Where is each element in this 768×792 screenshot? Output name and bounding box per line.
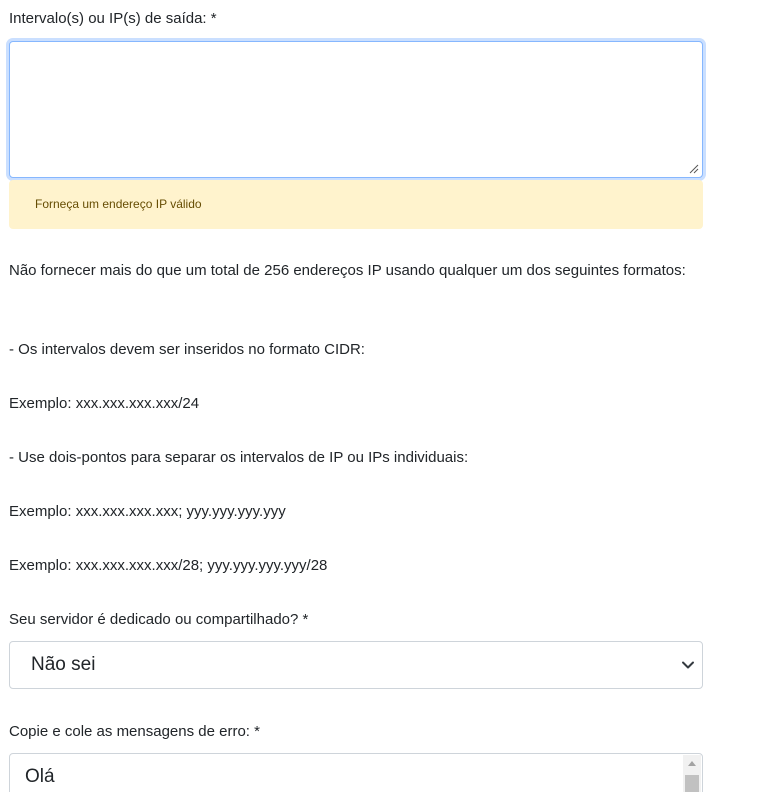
help-cidr-rule: - Os intervalos devem ser inseridos no formato CIDR: xyxy=(9,341,365,358)
server-type-label: Seu servidor é dedicado ou compartilhado? * xyxy=(9,611,309,628)
ip-ranges-label: Intervalo(s) ou IP(s) de saída: * xyxy=(9,10,217,27)
help-example-list: Exemplo: xxx.xxx.xxx.xxx; yyy.yyy.yyy.yyy xyxy=(9,503,286,520)
scroll-up-arrow-icon[interactable] xyxy=(688,761,696,766)
ip-validation-warning: Forneça um endereço IP válido xyxy=(9,180,703,229)
help-example-cidr: Exemplo: xxx.xxx.xxx.xxx/24 xyxy=(9,395,200,412)
server-type-select[interactable] xyxy=(9,641,703,689)
ip-ranges-textarea-container[interactable] xyxy=(9,41,703,178)
vertical-scrollbar[interactable] xyxy=(683,755,701,792)
ip-ranges-textarea[interactable] xyxy=(10,42,702,177)
error-messages-value: Olá xyxy=(25,766,55,787)
help-example-cidr-list: Exemplo: xxx.xxx.xxx.xxx/28; yyy.yyy.yyy.yyy/28 xyxy=(9,557,328,574)
server-type-selected-value: Não sei xyxy=(31,654,96,675)
error-messages-textarea[interactable] xyxy=(9,753,703,792)
chevron-down-icon xyxy=(681,658,695,672)
scrollbar-thumb[interactable] xyxy=(685,775,699,792)
error-messages-label: Copie e cole as mensagens de erro: * xyxy=(9,723,260,740)
help-separator-rule: - Use dois-pontos para separar os intervalos de IP ou IPs individuais: xyxy=(9,449,469,466)
help-intro-text: Não fornecer mais do que um total de 256 endereços IP usando qualquer um dos seguintes formatos: xyxy=(9,262,686,279)
resize-grip-icon[interactable] xyxy=(689,164,699,174)
